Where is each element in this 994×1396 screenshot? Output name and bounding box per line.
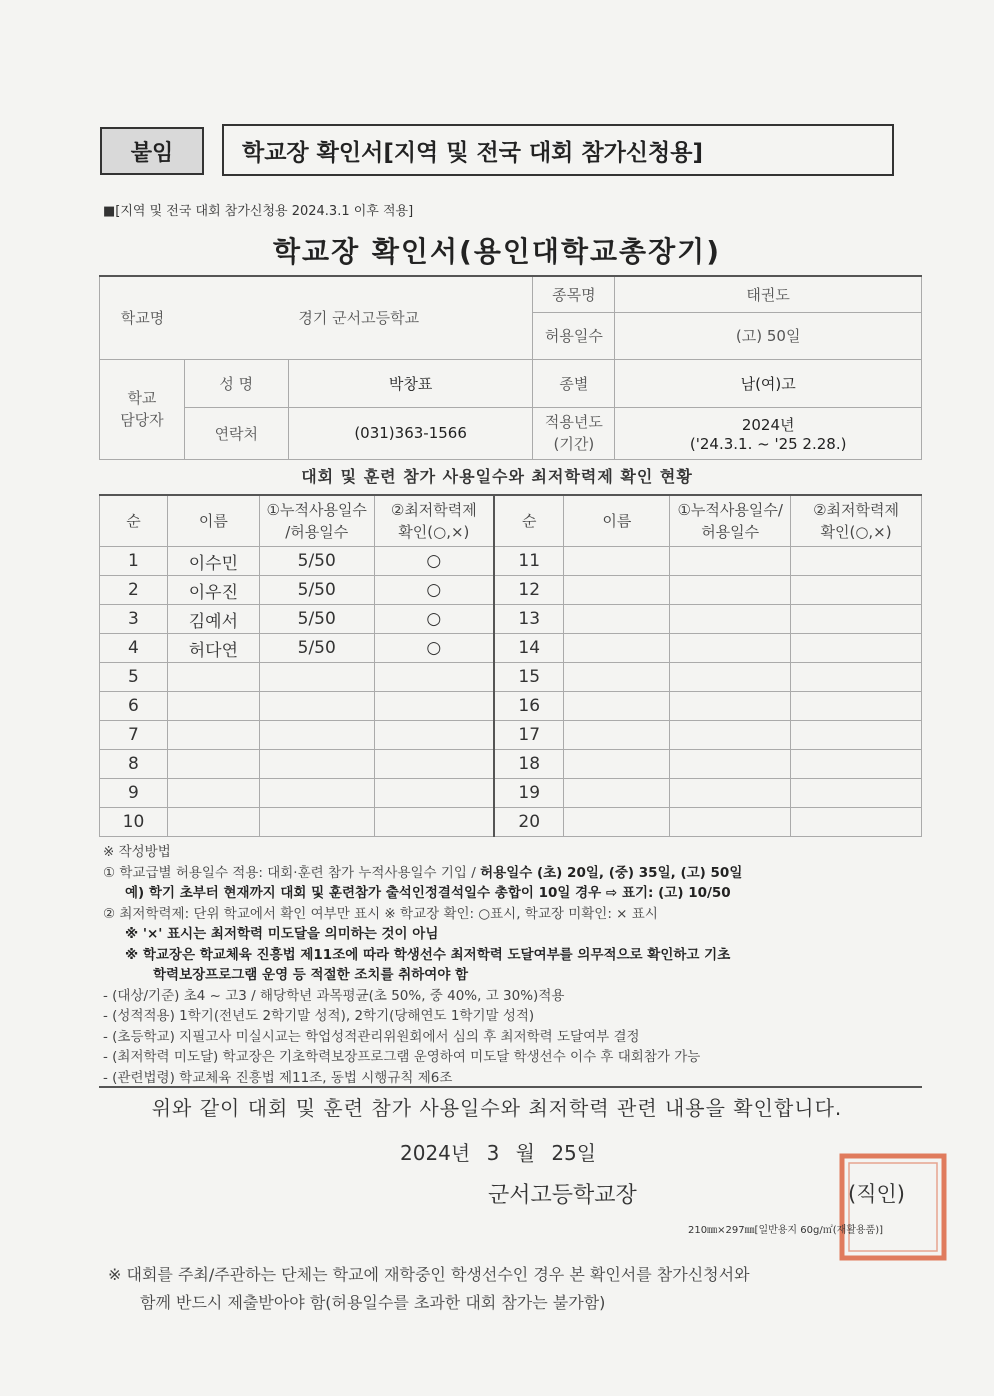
status-table (99, 494, 922, 837)
row-check (374, 808, 494, 837)
table-row (100, 721, 922, 750)
note-2: ② 최저학력제: 단위 학교에서 확인 여부만 표시 ※ 학교장 확인: ○표시, 학교장 미확인: × 표시 (103, 905, 658, 922)
table-row (100, 808, 922, 837)
row-check (374, 692, 494, 721)
row-days-2 (670, 750, 791, 779)
confirmation-date: 2024년 3 월 25일 (400, 1141, 597, 1165)
row-check-2 (791, 605, 922, 634)
row-name-2 (564, 663, 670, 692)
row-no-2: 15 (494, 663, 564, 692)
row-days (259, 779, 374, 808)
contact-value: (031)363-1566 (288, 407, 533, 459)
row-no: 4 (100, 634, 168, 663)
row-check-2 (791, 576, 922, 605)
row-check-2 (791, 750, 922, 779)
row-days-2 (670, 721, 791, 750)
footer-note (108, 1261, 928, 1317)
row-name: 허다연 (167, 634, 259, 663)
row-check (374, 750, 494, 779)
row-days (259, 721, 374, 750)
name-label: 성 명 (184, 359, 288, 407)
row-check: ○ (374, 634, 494, 663)
note-1-text: ① 학교급별 허용일수 적용: 대회·훈련 참가 누적사용일수 기입 / (103, 864, 481, 881)
row-no-2: 19 (494, 779, 564, 808)
row-no: 5 (100, 663, 168, 692)
row-days-2 (670, 808, 791, 837)
row-days (259, 663, 374, 692)
contact-label: 연락처 (184, 407, 288, 459)
row-name-2 (564, 750, 670, 779)
row-no: 7 (100, 721, 168, 750)
sport-label: 종목명 (533, 276, 615, 312)
row-check: ○ (374, 547, 494, 576)
row-days (259, 692, 374, 721)
allowed-days-label: 허용일수 (533, 312, 615, 359)
row-days: 5/50 (259, 547, 374, 576)
header-check-2: ②최저학력제 확인(○,×) (791, 495, 922, 547)
row-days-2 (670, 663, 791, 692)
header-no: 순 (100, 495, 168, 547)
school-name-label: 학교명 (120, 309, 165, 328)
seal-label: (직인) (848, 1182, 905, 1206)
principal-name: 군서고등학교장 (488, 1183, 637, 1208)
footer-line-2: 함께 반드시 제출받아야 함(허용일수를 초과한 대회 참가는 불가함) (140, 1293, 606, 1312)
row-days (259, 750, 374, 779)
table-row (100, 576, 922, 605)
row-name-2 (564, 692, 670, 721)
header-no-2: 순 (494, 495, 564, 547)
row-name: 김예서 (167, 605, 259, 634)
year-label: 적용년도 (기간) (533, 407, 615, 459)
row-no: 6 (100, 692, 168, 721)
row-name-2 (564, 808, 670, 837)
table-row (100, 605, 922, 634)
row-check: ○ (374, 605, 494, 634)
header-name-2: 이름 (564, 495, 670, 547)
table-row (100, 547, 922, 576)
name-value: 박창표 (288, 359, 533, 407)
school-name-value: 경기 군서고등학교 (298, 309, 420, 328)
row-check (374, 721, 494, 750)
row-check-2 (791, 779, 922, 808)
row-no-2: 11 (494, 547, 564, 576)
row-check (374, 663, 494, 692)
row-check-2 (791, 721, 922, 750)
attachment-label: 붙임 (100, 127, 204, 175)
detail-4: - (최저학력 미도달) 학교장은 기초학력보장프로그램 운영하여 미도달 학생선수 이수 후 대회참가 가능 (103, 1049, 701, 1065)
row-name (167, 692, 259, 721)
school-name-label-cell (100, 276, 533, 359)
row-days-2 (670, 576, 791, 605)
row-name: 이수민 (167, 547, 259, 576)
year-cell (615, 407, 922, 459)
row-days: 5/50 (259, 634, 374, 663)
row-name-2 (564, 547, 670, 576)
row-name (167, 750, 259, 779)
info-table (99, 275, 922, 460)
row-name-2 (564, 576, 670, 605)
row-name (167, 721, 259, 750)
table-row (100, 779, 922, 808)
note-1 (103, 863, 933, 884)
category-value: 남(여)고 (615, 359, 922, 407)
row-no: 10 (100, 808, 168, 837)
row-check-2 (791, 663, 922, 692)
year-value: 2024년 (741, 415, 795, 434)
note-4: ※ 학교장은 학교체육 진흥법 제11조에 따라 학생선수 최저학력 도달여부를 의무적으로 확인하고 기초 (125, 946, 731, 963)
note-4-cont: 학력보장프로그램 운영 등 적절한 조치를 취하여야 함 (153, 967, 469, 983)
row-no: 3 (100, 605, 168, 634)
table-row (100, 663, 922, 692)
row-days-2 (670, 634, 791, 663)
document-title-box: 학교장 확인서[지역 및 전국 대회 참가신청용] (222, 124, 894, 176)
row-days-2 (670, 547, 791, 576)
header-check: ②최저학력제 확인(○,×) (374, 495, 494, 547)
row-days-2 (670, 692, 791, 721)
row-check-2 (791, 547, 922, 576)
row-check-2 (791, 692, 922, 721)
main-title: 학교장 확인서(용인대학교총장기) (272, 235, 721, 268)
row-no: 9 (100, 779, 168, 808)
note-3: ※ '×' 표시는 최저학력 미도달을 의미하는 것이 아님 (125, 926, 439, 942)
allowed-days-value: (고) 50일 (615, 312, 922, 359)
row-no-2: 18 (494, 750, 564, 779)
row-no: 8 (100, 750, 168, 779)
row-no-2: 20 (494, 808, 564, 837)
row-no-2: 16 (494, 692, 564, 721)
detail-2: - (성적적용) 1학기(전년도 2학기말 성적), 2학기(당해연도 1학기말 성적) (103, 1008, 535, 1024)
table-row (100, 692, 922, 721)
footer-line-1: ※ 대회를 주최/주관하는 단체는 학교에 재학중인 학생선수인 경우 본 확인서를 참가신청서와 (108, 1265, 750, 1284)
row-check: ○ (374, 576, 494, 605)
row-name: 이우진 (167, 576, 259, 605)
manager-label: 학교 담당자 (100, 359, 185, 459)
note-1-example: 예) 학기 초부터 현재까지 대회 및 훈련참가 출석인정결석일수 총합이 10일 경우 ⇨ 표기: (고) 10/50 (125, 885, 731, 901)
header-days-2: ①누적사용일수/ 허용일수 (670, 495, 791, 547)
row-name-2 (564, 721, 670, 750)
row-no: 1 (100, 547, 168, 576)
table-row (100, 750, 922, 779)
notes-heading: ※ 작성방법 (103, 844, 171, 860)
note-1-bold: 허용일수 (초) 20일, (중) 35일, (고) 50일 (480, 864, 743, 881)
row-days-2 (670, 605, 791, 634)
row-no-2: 17 (494, 721, 564, 750)
row-no-2: 13 (494, 605, 564, 634)
row-days (259, 808, 374, 837)
row-days-2 (670, 779, 791, 808)
header-days: ①누적사용일수 /허용일수 (259, 495, 374, 547)
row-check (374, 779, 494, 808)
confirmation-text: 위와 같이 대회 및 훈련 참가 사용일수와 최저학력 관련 내용을 확인합니다. (151, 1096, 843, 1120)
header-name: 이름 (167, 495, 259, 547)
row-name-2 (564, 779, 670, 808)
sport-value: 태권도 (615, 276, 922, 312)
row-no: 2 (100, 576, 168, 605)
row-no-2: 12 (494, 576, 564, 605)
row-name-2 (564, 634, 670, 663)
row-check-2 (791, 808, 922, 837)
divider (99, 1086, 922, 1088)
row-days: 5/50 (259, 576, 374, 605)
table-row (100, 634, 922, 663)
detail-5: - (관련법령) 학교체육 진흥법 제11조, 동법 시행규칙 제6조 (103, 1069, 453, 1086)
writing-notes (103, 842, 933, 1088)
row-name (167, 779, 259, 808)
applies-note: ■[지역 및 전국 대회 참가신청용 2024.3.1 이후 적용] (103, 204, 414, 219)
row-name-2 (564, 605, 670, 634)
status-subtitle: 대회 및 훈련 참가 사용일수와 최저학력제 확인 현황 (301, 467, 693, 486)
row-name (167, 808, 259, 837)
row-check-2 (791, 634, 922, 663)
category-label: 종별 (533, 359, 615, 407)
row-days: 5/50 (259, 605, 374, 634)
row-no-2: 14 (494, 634, 564, 663)
detail-3: - (초등학교) 지필고사 미실시교는 학업성적관리위원회에서 심의 후 최저학력 도달여부 결정 (103, 1028, 640, 1045)
row-name (167, 663, 259, 692)
period-value: ('24.3.1. ~ '25 2.28.) (689, 434, 847, 453)
detail-1: - (대상/기준) 초4 ~ 고3 / 해당학년 과목평균(초 50%, 중 40%, 고 30%)적용 (103, 987, 565, 1004)
paper-spec: 210㎜×297㎜[일반용지 60g/㎡(재활용품)] (688, 1225, 884, 1236)
